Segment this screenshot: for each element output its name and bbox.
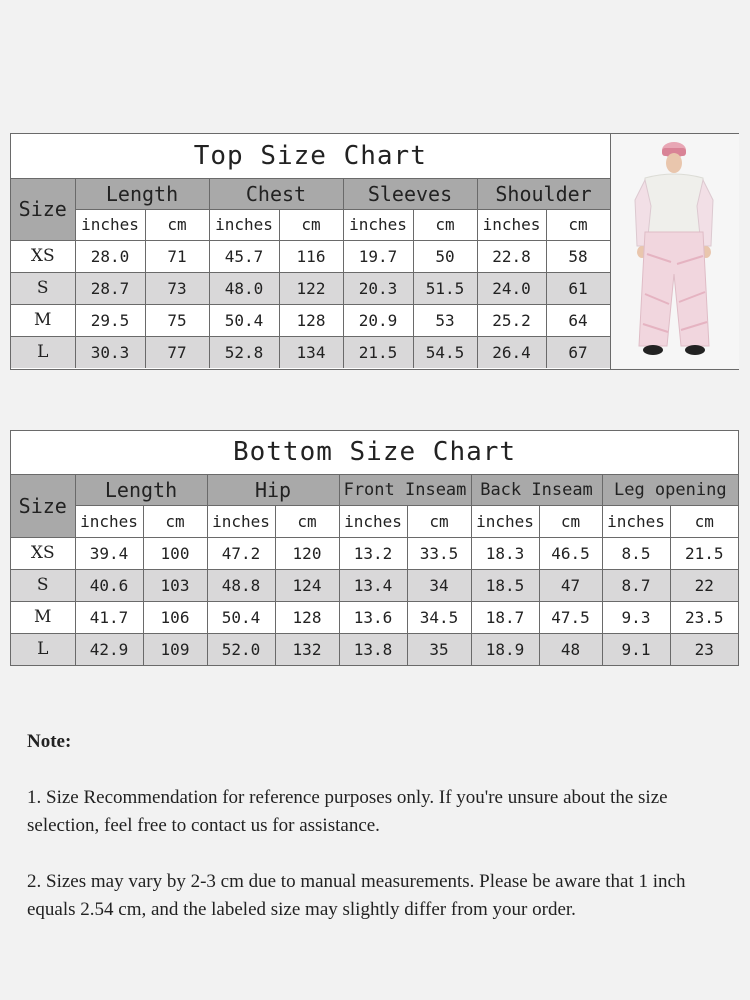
unit-header: inches (75, 209, 145, 240)
table-cell: 120 (275, 537, 339, 569)
table-cell: 40.6 (75, 569, 143, 601)
unit-header: cm (143, 505, 207, 537)
note-item: 1. Size Recommendation for reference purposes only. If you're unsure about the size selection, feel free to contact us for assistance. (27, 787, 668, 836)
table-cell: 13.8 (339, 633, 407, 665)
table-cell: 64 (546, 304, 610, 336)
table-row (11, 569, 738, 601)
table-cell: 116 (279, 240, 343, 272)
table-cell: 42.9 (75, 633, 143, 665)
table-row (11, 240, 610, 272)
table-cell: 53 (413, 304, 477, 336)
table-cell: 103 (143, 569, 207, 601)
size-label: L (11, 336, 75, 368)
table-cell: 25.2 (477, 304, 546, 336)
table-cell: 46.5 (539, 537, 602, 569)
unit-header: inches (471, 505, 539, 537)
unit-header: cm (670, 505, 738, 537)
table-cell: 52.8 (209, 336, 279, 368)
table-cell: 73 (145, 272, 209, 304)
table-cell: 22 (670, 569, 738, 601)
table-cell: 30.3 (75, 336, 145, 368)
table-row (11, 336, 610, 368)
table-cell: 8.7 (602, 569, 670, 601)
unit-header: inches (339, 505, 407, 537)
table-cell: 18.3 (471, 537, 539, 569)
group-header-front-inseam: Front Inseam (339, 474, 471, 505)
top-chart-title: Top Size Chart (11, 134, 610, 178)
table-cell: 50.4 (209, 304, 279, 336)
table-cell: 18.5 (471, 569, 539, 601)
table-cell: 132 (275, 633, 339, 665)
model-figure-image (611, 134, 739, 369)
table-cell: 18.7 (471, 601, 539, 633)
group-header-chest: Chest (209, 178, 343, 209)
group-header-back-inseam: Back Inseam (471, 474, 602, 505)
size-label: S (11, 272, 75, 304)
table-cell: 33.5 (407, 537, 471, 569)
table-cell: 122 (279, 272, 343, 304)
group-header-length: Length (75, 178, 209, 209)
table-cell: 50 (413, 240, 477, 272)
group-header-sleeves: Sleeves (343, 178, 477, 209)
table-cell: 48 (539, 633, 602, 665)
table-cell: 48.0 (209, 272, 279, 304)
table-cell: 28.7 (75, 272, 145, 304)
table-cell: 9.3 (602, 601, 670, 633)
table-cell: 13.2 (339, 537, 407, 569)
table-cell: 61 (546, 272, 610, 304)
table-row (11, 601, 738, 633)
table-cell: 50.4 (207, 601, 275, 633)
unit-header: cm (539, 505, 602, 537)
table-cell: 75 (145, 304, 209, 336)
unit-header: inches (602, 505, 670, 537)
unit-header: cm (145, 209, 209, 240)
table-cell: 106 (143, 601, 207, 633)
table-cell: 47.2 (207, 537, 275, 569)
table-cell: 67 (546, 336, 610, 368)
table-cell: 100 (143, 537, 207, 569)
table-cell: 28.0 (75, 240, 145, 272)
table-cell: 39.4 (75, 537, 143, 569)
table-cell: 13.4 (339, 569, 407, 601)
table-cell: 47 (539, 569, 602, 601)
table-cell: 20.9 (343, 304, 413, 336)
table-cell: 41.7 (75, 601, 143, 633)
unit-header: inches (343, 209, 413, 240)
table-cell: 18.9 (471, 633, 539, 665)
note-item: 2. Sizes may vary by 2-3 cm due to manual measurements. Please be aware that 1 inch equals 2.54 cm, and the labeled size may slightly differ from your order. (27, 871, 686, 920)
table-cell: 21.5 (670, 537, 738, 569)
size-label: XS (11, 240, 75, 272)
table-cell: 35 (407, 633, 471, 665)
size-label: M (11, 304, 75, 336)
table-cell: 77 (145, 336, 209, 368)
table-cell: 22.8 (477, 240, 546, 272)
size-label: M (11, 601, 75, 633)
notes-heading: Note: (27, 731, 72, 752)
table-cell: 13.6 (339, 601, 407, 633)
unit-header: cm (407, 505, 471, 537)
table-cell: 34 (407, 569, 471, 601)
unit-header: inches (209, 209, 279, 240)
table-cell: 124 (275, 569, 339, 601)
unit-header: inches (207, 505, 275, 537)
notes-section (27, 728, 727, 952)
table-cell: 47.5 (539, 601, 602, 633)
table-cell: 58 (546, 240, 610, 272)
table-cell: 24.0 (477, 272, 546, 304)
table-cell: 29.5 (75, 304, 145, 336)
table-cell: 21.5 (343, 336, 413, 368)
table-cell: 134 (279, 336, 343, 368)
table-row (11, 633, 738, 665)
unit-header: inches (75, 505, 143, 537)
table-cell: 51.5 (413, 272, 477, 304)
table-cell: 128 (279, 304, 343, 336)
table-cell: 20.3 (343, 272, 413, 304)
group-header-hip: Hip (207, 474, 339, 505)
unit-header: cm (275, 505, 339, 537)
unit-header: cm (279, 209, 343, 240)
unit-header: inches (477, 209, 546, 240)
table-cell: 54.5 (413, 336, 477, 368)
size-header: Size (11, 474, 75, 537)
table-cell: 23 (670, 633, 738, 665)
bottom-size-chart (10, 430, 739, 666)
size-label: L (11, 633, 75, 665)
table-row (11, 272, 610, 304)
table-row (11, 304, 610, 336)
group-header-leg-opening: Leg opening (602, 474, 738, 505)
size-label: XS (11, 537, 75, 569)
table-cell: 19.7 (343, 240, 413, 272)
unit-header: cm (413, 209, 477, 240)
table-cell: 23.5 (670, 601, 738, 633)
table-cell: 45.7 (209, 240, 279, 272)
group-header-length: Length (75, 474, 207, 505)
bottom-chart-title: Bottom Size Chart (11, 431, 738, 474)
table-cell: 8.5 (602, 537, 670, 569)
table-cell: 52.0 (207, 633, 275, 665)
table-cell: 9.1 (602, 633, 670, 665)
table-cell: 128 (275, 601, 339, 633)
bottom-size-table (11, 431, 738, 665)
table-cell: 34.5 (407, 601, 471, 633)
group-header-shoulder: Shoulder (477, 178, 610, 209)
table-cell: 71 (145, 240, 209, 272)
table-cell: 26.4 (477, 336, 546, 368)
unit-header: cm (546, 209, 610, 240)
size-label: S (11, 569, 75, 601)
table-cell: 48.8 (207, 569, 275, 601)
table-row (11, 537, 738, 569)
table-cell: 109 (143, 633, 207, 665)
model-photo (610, 134, 739, 369)
size-header: Size (11, 178, 75, 240)
top-size-table (11, 134, 611, 368)
